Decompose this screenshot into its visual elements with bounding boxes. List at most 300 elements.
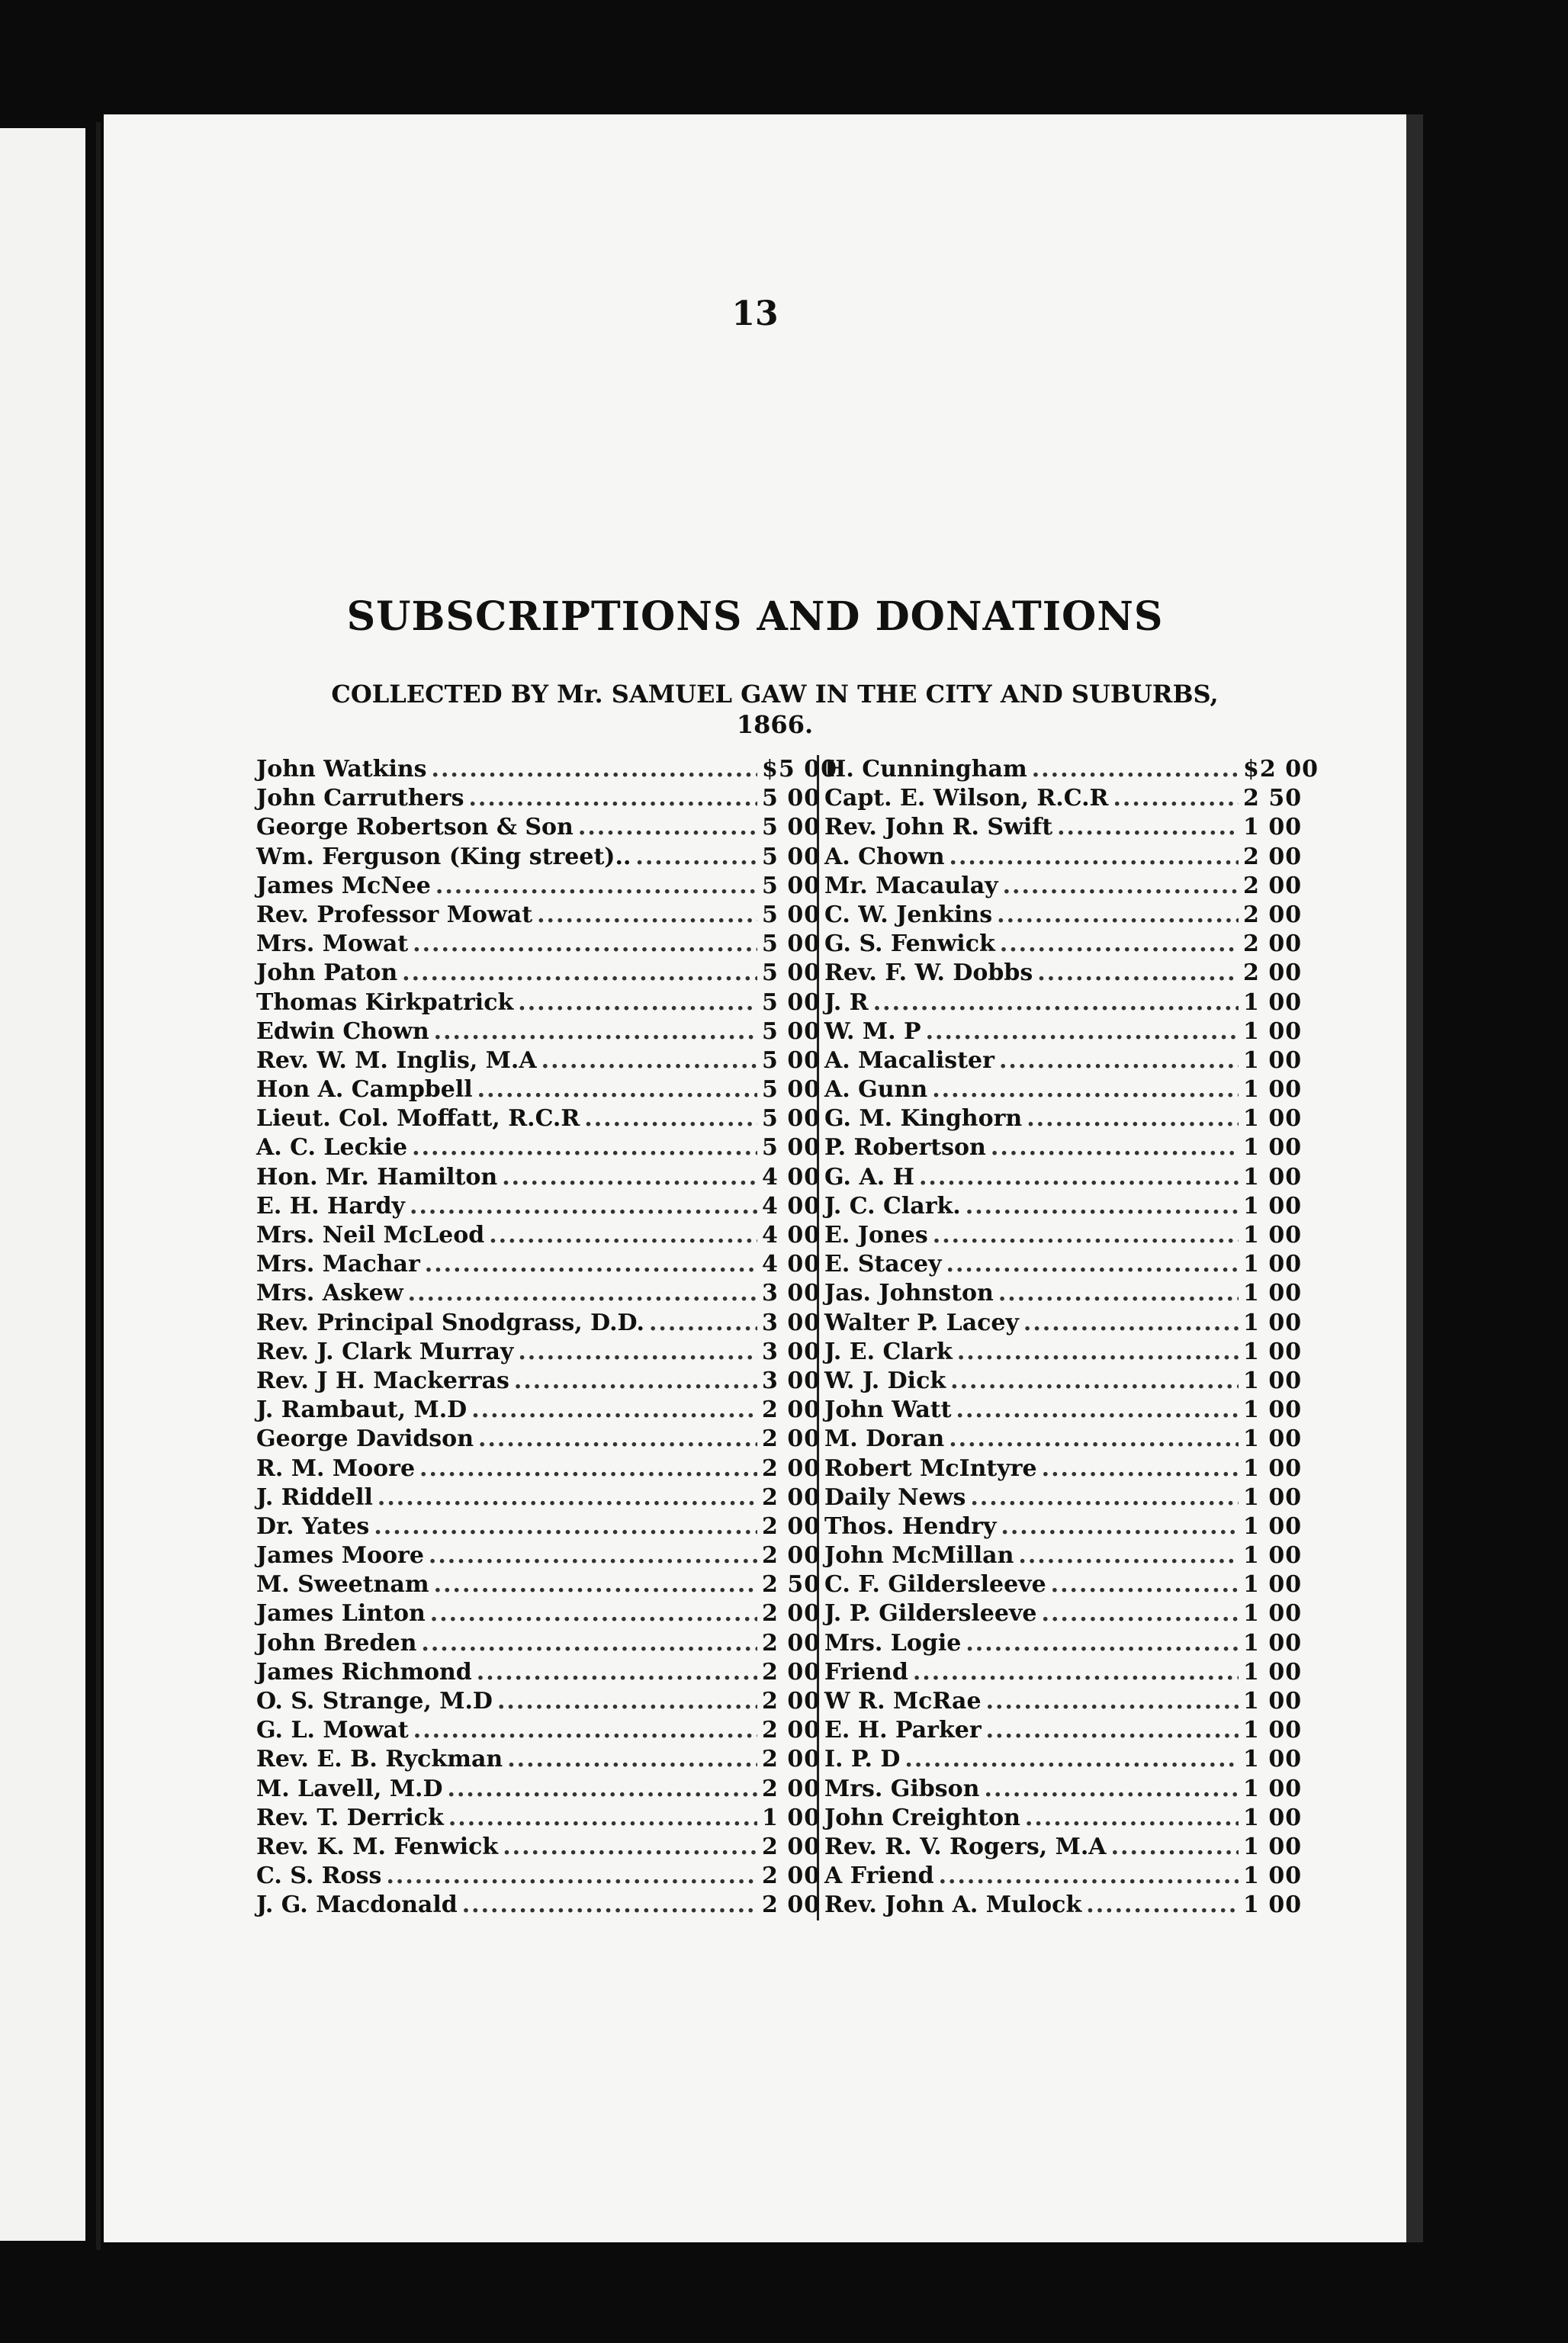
dot-leader	[985, 1775, 1239, 1804]
list-item	[256, 872, 821, 901]
donation-amount: 2 00	[1243, 930, 1303, 958]
dot-leader	[430, 1599, 757, 1628]
list-item	[256, 1629, 821, 1658]
list-item	[824, 1658, 1303, 1687]
donor-name: John Carruthers	[256, 785, 464, 812]
donor-name: James Moore	[256, 1542, 424, 1570]
list-item	[256, 1658, 821, 1687]
donor-name: Lieut. Col. Moffatt, R.C.R	[256, 1105, 580, 1133]
list-item	[256, 1017, 821, 1046]
list-item	[256, 1338, 821, 1367]
list-item	[256, 755, 837, 784]
donor-name: Mrs. Machar	[256, 1251, 420, 1278]
donation-amount: 1 00	[1243, 1134, 1303, 1162]
list-item	[256, 1454, 821, 1483]
donation-amount: 1 00	[1243, 1163, 1303, 1191]
dot-leader	[966, 1192, 1239, 1221]
list-item	[824, 1541, 1303, 1570]
dot-leader	[478, 1425, 757, 1454]
donation-amount: 5 00	[762, 1134, 821, 1162]
donor-name: W R. McRae	[824, 1688, 982, 1715]
donor-name: A. Macalister	[824, 1046, 994, 1074]
list-item	[256, 1804, 821, 1833]
dot-leader	[541, 1046, 757, 1075]
dot-leader	[949, 1425, 1239, 1454]
list-item	[824, 1570, 1303, 1599]
donor-name: James McNee	[256, 872, 431, 899]
donor-name: John Paton	[256, 959, 398, 987]
donation-amount: 2 00	[762, 1629, 821, 1657]
dot-leader	[410, 1192, 757, 1221]
donor-name: G. A. H	[824, 1163, 914, 1191]
donation-amount: 4 00	[762, 1192, 821, 1220]
list-item	[824, 755, 1319, 784]
right-column	[824, 755, 1319, 1920]
donation-amount: 4 00	[762, 1163, 821, 1191]
list-item	[256, 1192, 821, 1221]
donation-amount: 3 00	[762, 1367, 821, 1394]
list-item	[824, 1599, 1303, 1628]
donor-name: C. F. Gildersleeve	[824, 1571, 1046, 1599]
donation-amount: 2 50	[762, 1571, 821, 1599]
list-item	[824, 901, 1303, 930]
donor-name: G. L. Mowat	[256, 1717, 409, 1744]
dot-leader	[518, 988, 757, 1017]
dot-leader	[933, 1221, 1239, 1250]
list-item	[256, 784, 821, 813]
list-item	[256, 1512, 821, 1541]
donor-name: G. S. Fenwick	[824, 930, 995, 958]
donor-name: Rev. R. V. Rogers, M.A	[824, 1833, 1107, 1860]
dot-leader	[412, 1133, 757, 1162]
dot-leader	[507, 1745, 757, 1774]
list-item	[824, 1483, 1303, 1512]
dot-leader	[584, 1104, 757, 1133]
list-item	[256, 1279, 821, 1308]
left-column	[256, 755, 837, 1920]
list-item	[256, 1104, 821, 1133]
donation-amount: 2 00	[1243, 872, 1303, 899]
dot-leader	[1000, 930, 1239, 959]
donation-amount: 5 00	[762, 1076, 821, 1104]
donor-name: J. R	[824, 988, 869, 1016]
dot-leader	[966, 1629, 1239, 1658]
dot-leader	[413, 1716, 757, 1745]
page-number: 13	[731, 294, 779, 333]
donation-amount: 2 00	[762, 1658, 821, 1686]
list-item	[256, 1687, 821, 1716]
list-item	[824, 1192, 1303, 1221]
list-item	[824, 1338, 1303, 1367]
donation-amount: 2 00	[762, 1833, 821, 1860]
donor-name: I. P. D	[824, 1746, 901, 1773]
donor-name: Edwin Chown	[256, 1017, 429, 1045]
donation-amount: 1 00	[1243, 1396, 1303, 1424]
donation-amount: 2 00	[762, 1688, 821, 1715]
donor-name: Capt. E. Wilson, R.C.R	[824, 785, 1109, 812]
list-item	[256, 1425, 821, 1454]
dot-leader	[462, 1891, 757, 1920]
dot-leader	[1037, 959, 1239, 988]
donor-name: Mrs. Mowat	[256, 930, 409, 958]
donor-name: A. C. Leckie	[256, 1134, 408, 1162]
donor-name: Robert McIntyre	[824, 1454, 1037, 1482]
donation-amount: 1 00	[1243, 1367, 1303, 1394]
donation-amount: 2 00	[1243, 901, 1303, 928]
dot-leader	[477, 1075, 757, 1104]
donation-amount: 2 00	[762, 1396, 821, 1424]
donor-name: W. M. P	[824, 1017, 921, 1045]
donation-amount: 1 00	[1243, 1309, 1303, 1336]
donation-amount: 1 00	[1243, 1105, 1303, 1133]
donation-amount: 1 00	[1243, 1338, 1303, 1365]
list-item	[256, 1396, 821, 1425]
donation-amount: 2 00	[762, 1512, 821, 1540]
donation-amount: 1 00	[1243, 1046, 1303, 1074]
list-item	[824, 1017, 1303, 1046]
donation-amount: 3 00	[762, 1309, 821, 1336]
dot-leader	[1042, 1599, 1239, 1628]
list-item	[824, 1804, 1303, 1833]
donation-amount: 1 00	[1243, 814, 1303, 841]
donor-name: G. M. Kinghorn	[824, 1105, 1023, 1133]
dot-leader	[991, 1133, 1239, 1162]
subtitle-year: 1866.	[736, 710, 814, 739]
donor-name: J. G. Macdonald	[256, 1891, 458, 1919]
donor-name: Hon. Mr. Hamilton	[256, 1163, 498, 1191]
donor-name: Thomas Kirkpatrick	[256, 988, 514, 1016]
list-item	[824, 1133, 1303, 1162]
dot-leader	[378, 1483, 757, 1512]
donation-amount: 1 00	[1243, 1688, 1303, 1715]
donation-amount: 5 00	[762, 1017, 821, 1045]
list-item	[824, 1250, 1303, 1279]
donation-amount: 1 00	[1243, 1600, 1303, 1628]
donation-amount: 1 00	[1243, 1280, 1303, 1307]
dot-leader	[432, 755, 757, 784]
list-item	[824, 1075, 1303, 1104]
dot-leader	[429, 1541, 757, 1570]
dot-leader	[435, 872, 757, 901]
list-item	[824, 988, 1303, 1017]
donor-name: Rev. F. W. Dobbs	[824, 959, 1033, 987]
dot-leader	[946, 1250, 1239, 1279]
donor-name: E. H. Parker	[824, 1717, 982, 1744]
donor-name: Rev. J. Clark Murray	[256, 1338, 514, 1365]
donation-amount: 1 00	[1243, 1251, 1303, 1278]
dot-leader	[873, 988, 1239, 1017]
list-item	[256, 813, 821, 842]
dot-leader	[578, 813, 757, 842]
donor-name: J. P. Gildersleeve	[824, 1600, 1037, 1628]
list-item	[256, 1221, 821, 1250]
dot-leader	[1023, 1309, 1239, 1338]
list-item	[824, 843, 1303, 872]
dot-leader	[408, 1279, 757, 1308]
donation-amount: 5 00	[762, 930, 821, 958]
dot-leader	[999, 1046, 1239, 1075]
donor-name: James Richmond	[256, 1658, 472, 1686]
dot-leader	[434, 1570, 757, 1599]
donor-name: A. Chown	[824, 843, 945, 870]
list-item	[256, 1716, 821, 1745]
dot-leader	[386, 1862, 757, 1891]
donor-name: Friend	[824, 1658, 908, 1686]
list-item	[824, 959, 1303, 988]
dot-leader	[950, 1367, 1239, 1396]
donation-amount: 1 00	[1243, 1017, 1303, 1045]
list-item	[824, 1891, 1303, 1920]
donation-amount: 2 00	[762, 1542, 821, 1570]
list-item	[256, 1570, 821, 1599]
donation-amount: 2 00	[762, 1746, 821, 1773]
donor-name: John Creighton	[824, 1804, 1020, 1831]
donation-amount: 2 00	[762, 1425, 821, 1453]
donation-amount: 2 00	[762, 1483, 821, 1511]
dot-leader	[434, 1017, 757, 1046]
list-item	[256, 1599, 821, 1628]
dot-leader	[518, 1338, 757, 1367]
dot-leader	[425, 1250, 757, 1279]
dot-leader	[1027, 1104, 1239, 1133]
donation-amount: 1 00	[1243, 1483, 1303, 1511]
dot-leader	[998, 1279, 1239, 1308]
donation-amount: 2 00	[1243, 959, 1303, 987]
list-item	[824, 1163, 1303, 1192]
page-subtitle	[241, 679, 1309, 740]
donation-amount: 4 00	[762, 1222, 821, 1249]
list-item	[256, 1775, 821, 1804]
list-item	[824, 1425, 1303, 1454]
donation-amount: 2 00	[762, 1454, 821, 1482]
dot-leader	[448, 1775, 758, 1804]
dot-leader	[468, 784, 757, 813]
dot-leader	[537, 901, 757, 930]
donation-amount: $2 00	[1243, 756, 1319, 783]
subtitle-text: COLLECTED BY Mr. SAMUEL GAW IN THE CITY AND SUBURBS,	[331, 680, 1219, 709]
donation-amount: 2 00	[762, 1717, 821, 1744]
donation-amount: 1 00	[1243, 1076, 1303, 1104]
list-item	[824, 1046, 1303, 1075]
list-item	[256, 1250, 821, 1279]
donor-name: M. Sweetnam	[256, 1571, 429, 1599]
donor-name: A. Gunn	[824, 1076, 928, 1104]
donation-amount: 1 00	[1243, 1717, 1303, 1744]
list-item	[824, 930, 1303, 959]
list-item	[824, 1862, 1303, 1891]
dot-leader	[1113, 784, 1239, 813]
donation-amount: 1 00	[1243, 1891, 1303, 1919]
list-item	[824, 1512, 1303, 1541]
donation-amount: 1 00	[1243, 1863, 1303, 1890]
donation-amount: 1 00	[1243, 988, 1303, 1016]
dot-leader	[932, 1075, 1239, 1104]
list-item	[256, 1483, 821, 1512]
dot-leader	[489, 1221, 757, 1250]
list-item	[824, 1833, 1303, 1862]
donation-amount: 2 00	[762, 1891, 821, 1919]
facing-page-edge	[0, 128, 85, 2241]
dot-leader	[413, 930, 757, 959]
donation-amount: 5 00	[762, 1046, 821, 1074]
donor-name: Walter P. Lacey	[824, 1309, 1019, 1336]
donor-name: Rev. T. Derrick	[256, 1804, 444, 1831]
list-item	[256, 1133, 821, 1162]
donation-amount: 5 00	[762, 872, 821, 899]
donor-name: J. C. Clark.	[824, 1192, 961, 1220]
donor-name: Dr. Yates	[256, 1512, 370, 1540]
donor-name: George Davidson	[256, 1425, 474, 1453]
list-item	[256, 988, 821, 1017]
list-item	[824, 1221, 1303, 1250]
dot-leader	[913, 1658, 1239, 1687]
donation-amount: 5 00	[762, 988, 821, 1016]
list-item	[256, 1046, 821, 1075]
donation-amount: 2 00	[1243, 843, 1303, 870]
donor-name: John Watkins	[256, 756, 427, 783]
dot-leader	[1057, 813, 1239, 842]
list-item	[824, 1309, 1303, 1338]
donor-name: Rev. John A. Mulock	[824, 1891, 1082, 1919]
donor-name: Mrs. Neil McLeod	[256, 1222, 485, 1249]
donation-amount: 1 00	[1243, 1192, 1303, 1220]
list-item	[824, 1367, 1303, 1396]
dot-leader	[1042, 1454, 1239, 1483]
donation-amount: 5 00	[762, 843, 821, 870]
donor-name: Rev. Professor Mowat	[256, 901, 533, 928]
donor-name: Hon A. Campbell	[256, 1076, 473, 1104]
dot-leader	[448, 1804, 757, 1833]
donor-name: Mrs. Gibson	[824, 1775, 980, 1802]
donation-amount: 2 00	[762, 1863, 821, 1890]
list-item	[256, 901, 821, 930]
dot-leader	[957, 1338, 1239, 1367]
donor-name: A Friend	[824, 1863, 934, 1890]
donor-name: W. J. Dick	[824, 1367, 946, 1394]
dot-leader	[926, 1017, 1239, 1046]
donor-name: Thos. Hendry	[824, 1512, 997, 1540]
donor-name: Mrs. Logie	[824, 1629, 962, 1657]
dot-leader	[649, 1309, 757, 1338]
list-item	[824, 784, 1303, 813]
dot-leader	[502, 1163, 757, 1192]
list-item	[256, 1541, 821, 1570]
donor-name: John Breden	[256, 1629, 417, 1657]
list-item	[824, 1745, 1303, 1774]
binding-gutter	[96, 122, 101, 2250]
dot-leader	[986, 1716, 1239, 1745]
donation-amount: 1 00	[762, 1804, 821, 1831]
donation-amount: 1 00	[1243, 1833, 1303, 1860]
dot-leader	[949, 843, 1239, 872]
dot-leader	[939, 1862, 1239, 1891]
list-item	[824, 1396, 1303, 1425]
dot-leader	[1001, 1512, 1239, 1541]
donor-name: M. Lavell, M.D	[256, 1775, 443, 1802]
donation-amount: 1 00	[1243, 1512, 1303, 1540]
list-item	[256, 959, 821, 988]
donation-amount: 5 00	[762, 901, 821, 928]
donor-name: Rev. K. M. Fenwick	[256, 1833, 499, 1860]
dot-leader	[471, 1396, 757, 1425]
donor-name: John McMillan	[824, 1542, 1014, 1570]
donation-amount: 3 00	[762, 1338, 821, 1365]
donation-amount: 1 00	[1243, 1571, 1303, 1599]
list-item	[824, 1104, 1303, 1133]
donation-amount: 1 00	[1243, 1746, 1303, 1773]
donor-name: E. Stacey	[824, 1251, 942, 1278]
donor-name: Daily News	[824, 1483, 966, 1511]
list-item	[824, 872, 1303, 901]
page-edge-shadow	[1406, 114, 1423, 2242]
donation-amount: 1 00	[1243, 1454, 1303, 1482]
donor-name: H. Cunningham	[824, 756, 1027, 783]
donation-amount: 1 00	[1243, 1629, 1303, 1657]
list-item	[256, 1833, 821, 1862]
donor-name: Rev. W. M. Inglis, M.A	[256, 1046, 537, 1074]
dot-leader	[419, 1454, 757, 1483]
donor-name: J. Riddell	[256, 1483, 373, 1511]
dot-leader	[635, 843, 757, 872]
list-item	[256, 1309, 821, 1338]
donor-name: M. Doran	[824, 1425, 945, 1453]
dot-leader	[1025, 1804, 1239, 1833]
donor-name: George Robertson & Son	[256, 814, 574, 841]
dot-leader	[1032, 755, 1239, 784]
donation-amount: 2 00	[762, 1775, 821, 1802]
donation-amount: $5 00	[762, 756, 837, 783]
donation-amount: 1 00	[1243, 1775, 1303, 1802]
donation-amount: 5 00	[762, 785, 821, 812]
list-item	[824, 1629, 1303, 1658]
dot-leader	[986, 1687, 1239, 1716]
donation-amount: 1 00	[1243, 1542, 1303, 1570]
list-item	[256, 1075, 821, 1104]
list-item	[256, 1745, 821, 1774]
donation-amount: 1 00	[1243, 1804, 1303, 1831]
dot-leader	[477, 1658, 757, 1687]
donor-name: Wm. Ferguson (King street)..	[256, 843, 631, 870]
list-item	[256, 1862, 821, 1891]
list-item	[256, 1891, 821, 1920]
dot-leader	[1111, 1833, 1239, 1862]
donation-amount: 5 00	[762, 814, 821, 841]
dot-leader	[919, 1163, 1239, 1192]
donation-amount: 2 50	[1243, 785, 1303, 812]
donor-name: Rev. John R. Swift	[824, 814, 1053, 841]
dot-leader	[497, 1687, 757, 1716]
donor-name: O. S. Strange, M.D	[256, 1688, 493, 1715]
list-item	[824, 1716, 1303, 1745]
donor-name: Jas. Johnston	[824, 1280, 994, 1307]
donor-name: E. Jones	[824, 1222, 928, 1249]
list-item	[256, 1367, 821, 1396]
dot-leader	[956, 1396, 1239, 1425]
donation-amount: 2 00	[762, 1600, 821, 1628]
donor-name: P. Robertson	[824, 1134, 986, 1162]
dot-leader	[402, 959, 757, 988]
dot-leader	[503, 1833, 757, 1862]
list-item	[824, 1279, 1303, 1308]
donor-name: John Watt	[824, 1396, 952, 1424]
dot-leader	[514, 1367, 757, 1396]
donor-name: James Linton	[256, 1600, 426, 1628]
list-item	[824, 813, 1303, 842]
dot-leader	[1018, 1541, 1239, 1570]
list-item	[256, 843, 821, 872]
document-page	[104, 114, 1406, 2242]
donation-amount: 5 00	[762, 1105, 821, 1133]
